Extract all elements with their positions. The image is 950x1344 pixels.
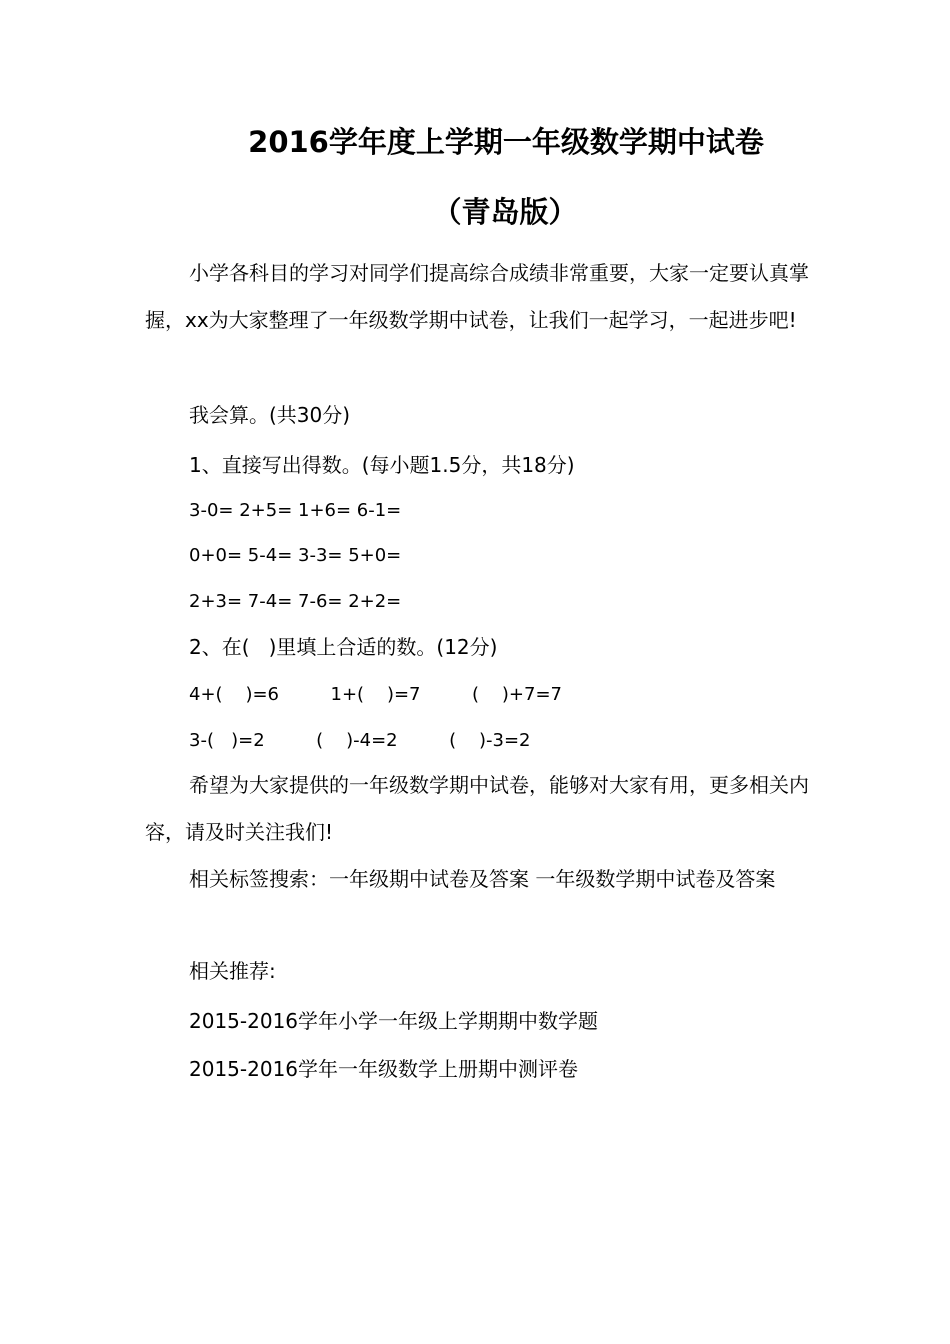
question-1-row: 3-0= 2+5= 1+6= 6-1= (189, 500, 402, 521)
question-2-row: 4+( )=6 1+( )=7 ( )+7=7 (189, 684, 562, 705)
intro-paragraph: 小学各科目的学习对同学们提高综合成绩非常重要，大家一定要认真掌握，xx为大家整理了一年级数学期中试卷，让我们一起学习，一起进步吧! (145, 261, 809, 332)
question-1-row: 0+0= 5-4= 3-3= 5+0= (189, 545, 402, 566)
recommend-link[interactable]: 2015-2016学年一年级数学上册期中测评卷 (189, 1057, 579, 1081)
question-1-row: 2+3= 7-4= 7-6= 2+2= (189, 591, 402, 612)
section-heading: 我会算。(共30分) (189, 403, 351, 427)
recommend-heading: 相关推荐: (189, 959, 276, 983)
document-title: 2016学年度上学期一年级数学期中试卷 (248, 125, 764, 159)
recommend-link[interactable]: 2015-2016学年小学一年级上学期期中数学题 (189, 1009, 599, 1033)
question-1-heading: 1、直接写出得数。(每小题1.5分，共18分) (189, 453, 575, 477)
closing-paragraph: 希望为大家提供的一年级数学期中试卷，能够对大家有用，更多相关内容，请及时关注我们! (145, 773, 809, 844)
question-2-heading: 2、在( )里填上合适的数。(12分) (189, 635, 498, 659)
question-2-row: 3-( )=2 ( )-4=2 ( )-3=2 (189, 730, 531, 751)
document-subtitle: （青岛版） (432, 195, 578, 229)
tags-paragraph: 相关标签搜索：一年级期中试卷及答案 一年级数学期中试卷及答案 (189, 867, 776, 891)
